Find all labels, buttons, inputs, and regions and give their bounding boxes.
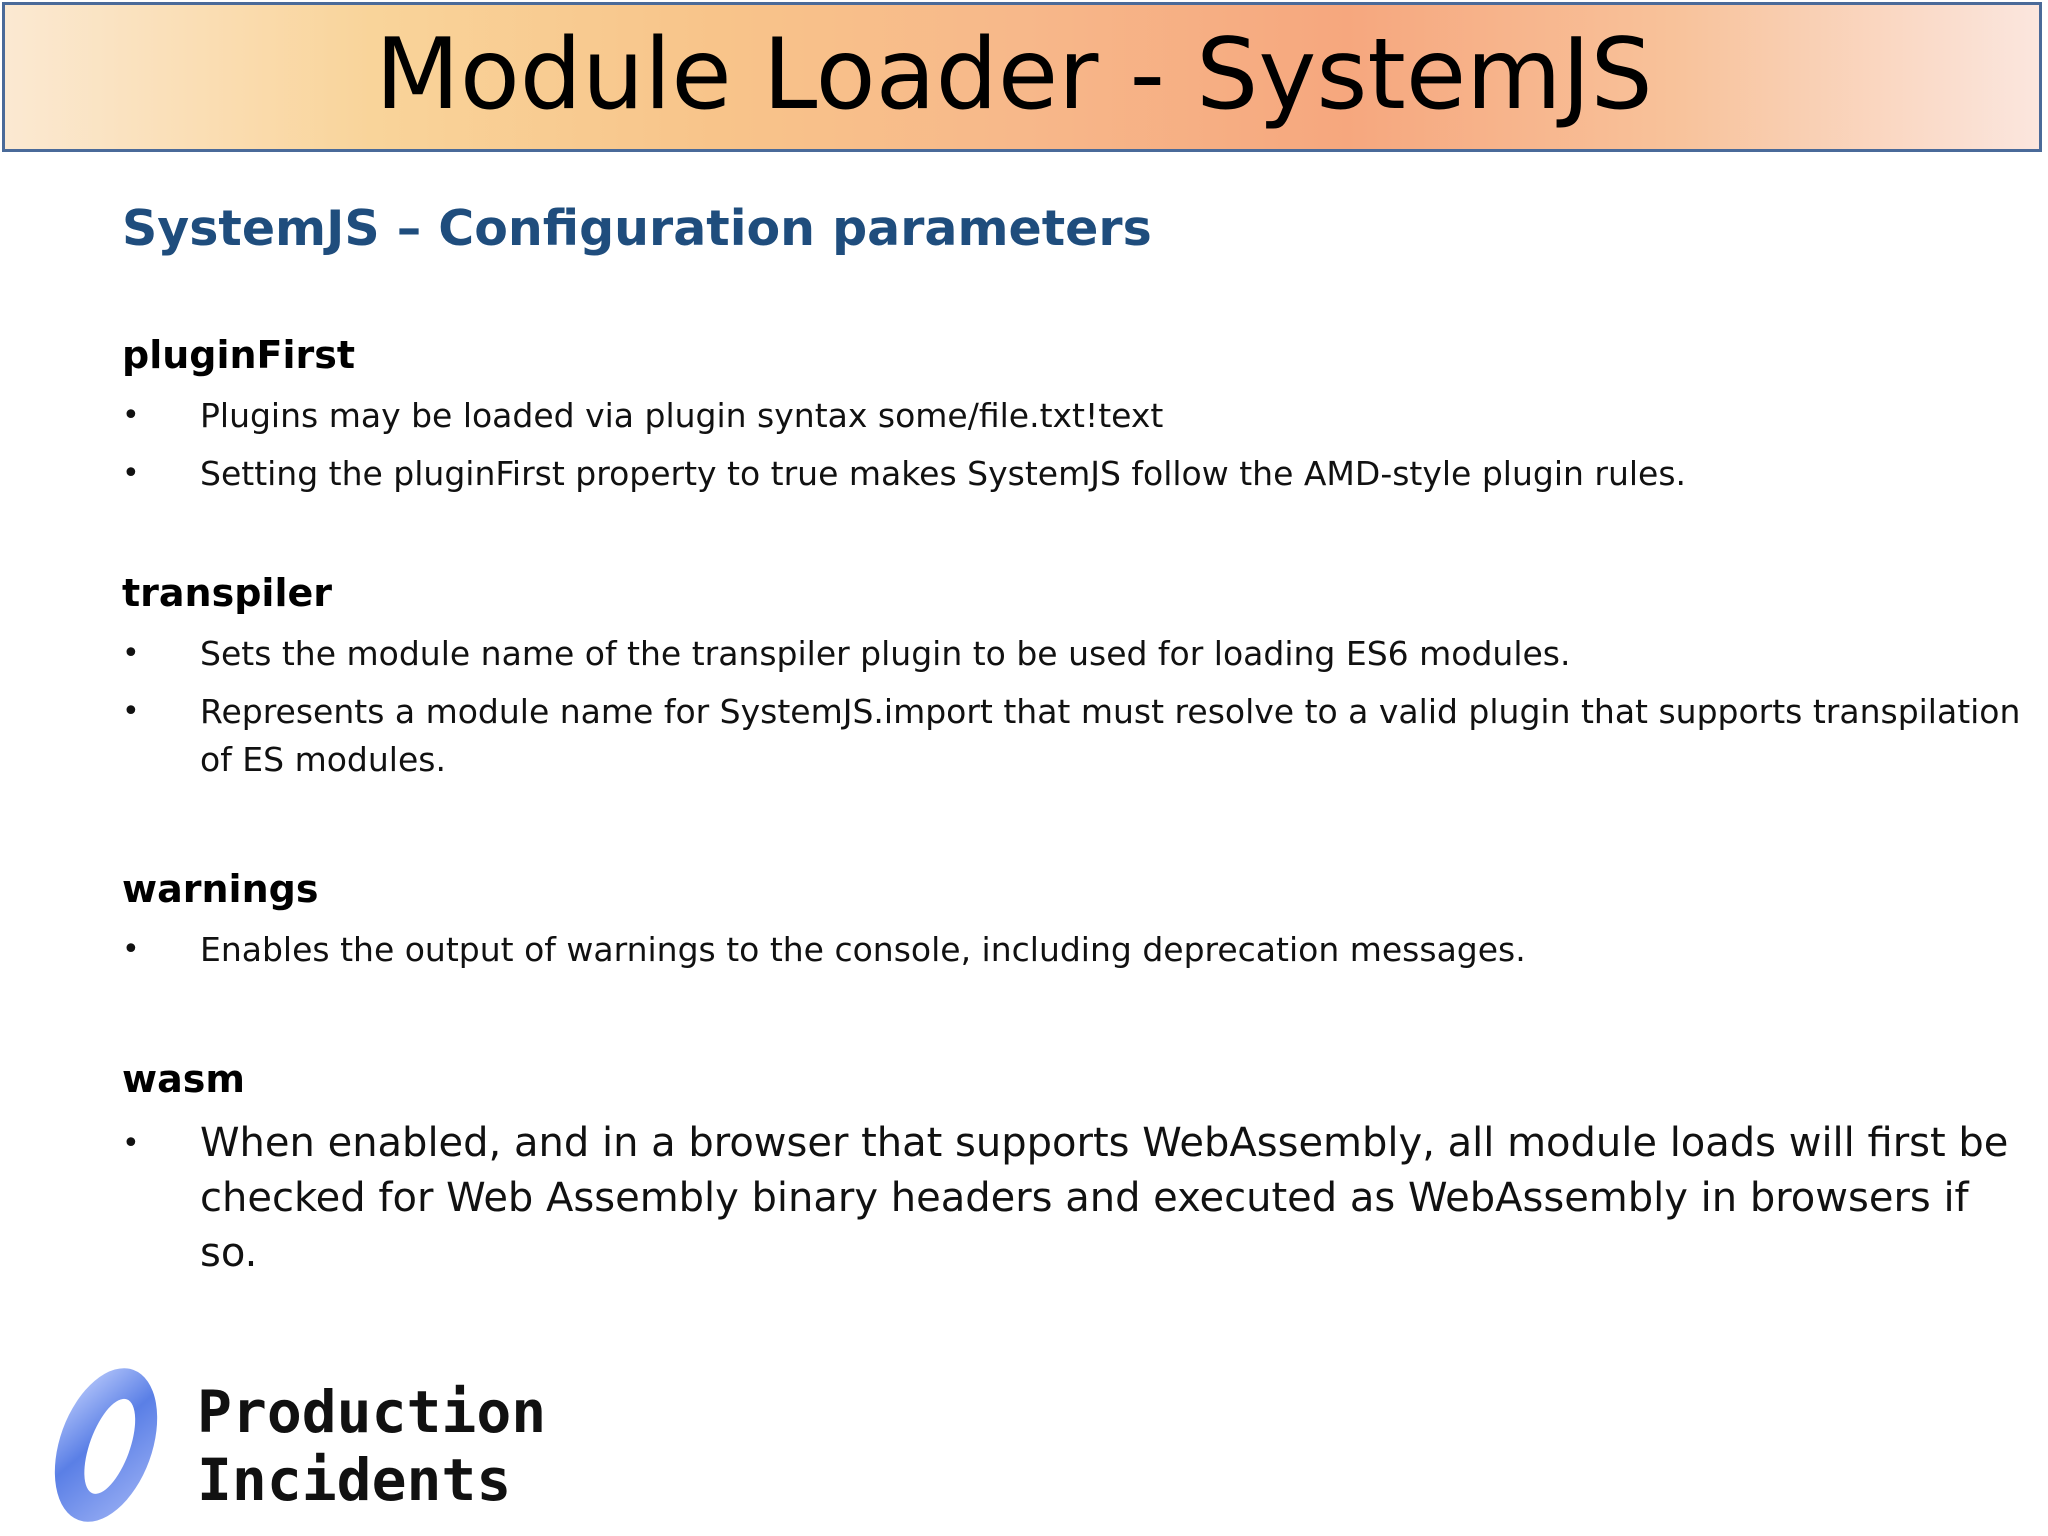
bullet-item: • Sets the module name of the transpiler plugin to be used for loading ES6 modules. bbox=[122, 630, 2022, 678]
section-heading: transpiler bbox=[122, 571, 332, 615]
section-heading: pluginFirst bbox=[122, 333, 356, 377]
bullet-list bbox=[122, 926, 2022, 974]
bullet-item: • When enabled, and in a browser that supports WebAssembly, all module loads will first be checked for Web Assembly binary headers and executed as WebAssembly in browsers if so. bbox=[122, 1116, 2022, 1281]
footer-brand-line1: Production bbox=[197, 1378, 547, 1446]
bullet-list bbox=[122, 392, 2022, 498]
bullet-item: • Setting the pluginFirst property to true makes SystemJS follow the AMD-style plugin rules. bbox=[122, 450, 2022, 498]
title-bar bbox=[2, 2, 2042, 152]
section-pluginfirst bbox=[122, 333, 2022, 508]
bullet-list bbox=[122, 630, 2022, 784]
bullet-item: • Represents a module name for SystemJS.import that must resolve to a valid plugin that supports transpilation of ES modules. bbox=[122, 688, 2022, 784]
ring-logo-icon bbox=[36, 1360, 176, 1530]
slide-subtitle: SystemJS – Configuration parameters bbox=[122, 200, 1152, 257]
section-transpiler bbox=[122, 571, 2022, 794]
section-warnings bbox=[122, 867, 2022, 984]
section-heading: wasm bbox=[122, 1057, 245, 1101]
section-wasm bbox=[122, 1057, 2022, 1291]
footer-brand bbox=[197, 1378, 546, 1514]
bullet-list bbox=[122, 1116, 2022, 1281]
bullet-item: • Enables the output of warnings to the console, including deprecation messages. bbox=[122, 926, 2022, 974]
bullet-item: • Plugins may be loaded via plugin syntax some/file.txt!text bbox=[122, 392, 2022, 440]
section-heading: warnings bbox=[122, 867, 319, 911]
footer-brand-line2: Incidents bbox=[197, 1446, 512, 1514]
page-title: Module Loader - SystemJS bbox=[375, 18, 1653, 132]
